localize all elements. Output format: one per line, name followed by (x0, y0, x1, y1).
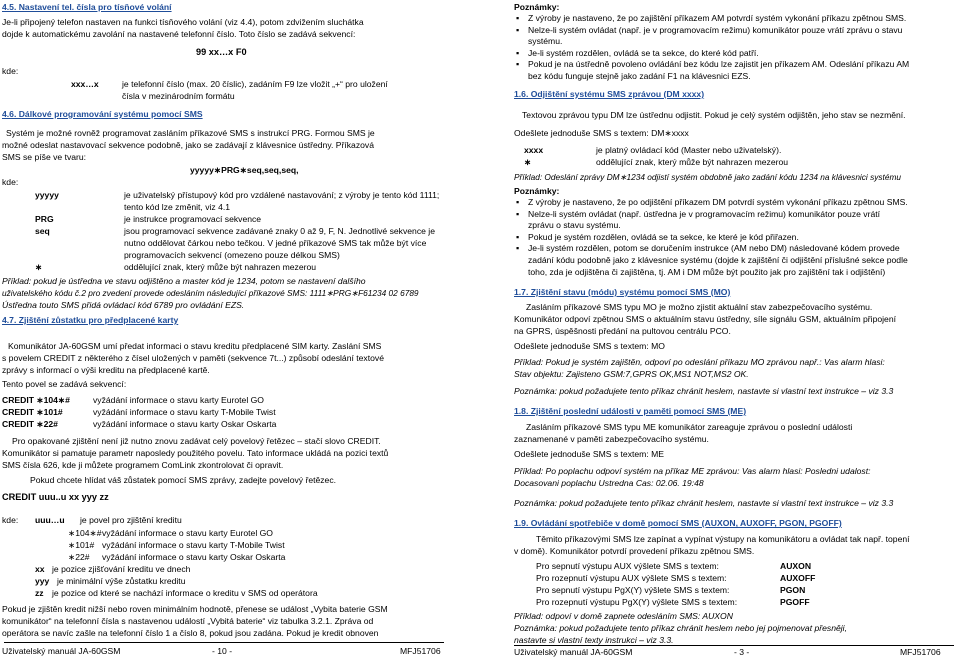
footer-doc-code: MFJ51706 (400, 646, 441, 656)
sub-code-1: ∗104∗# (68, 528, 102, 538)
paragraph-1-8-line2: zaznamenané v paměti zabezpečovacího systému. (514, 434, 709, 444)
term-uuu: uuu…u (35, 515, 65, 525)
footer-page-number-right: - 3 - (734, 647, 750, 657)
paragraph-1-8-line1: Zasláním příkazové SMS typu ME komunikátor zareaguje zprávou o poslední události (526, 422, 853, 432)
credit-code-3: CREDIT ∗22# (2, 419, 58, 429)
list-item: ▪ Nelze-li systém ovládat (např. je v programovacím režimu) komunikátor pouze vrátí zprávu o stavu systému. (516, 25, 909, 48)
example-4-6-line2: uživatelského kódu č.2 pro zvedení provede odesláním následující příkazové SMS: 1111∗PRG∗F61234 02 6789 (2, 288, 419, 298)
paragraph-4-7b-line1: Pro opakované zjištění není již nutno znovu zadávat celý povelový řetězec – stačí slovo CREDIT. (12, 436, 381, 446)
list-item: ▪ Je-li systém rozdělen, ovládá se ta sekce, do které kód patří. (516, 48, 909, 60)
def-seq-line2: nutno oddělovat čárkou nebo tečkou. V jedné příkazové SMS tak může být více (124, 238, 427, 248)
footer-rule-right (514, 645, 954, 646)
paragraph-1-7-line3: na GPRS, úspěšnosti předání na pultovou centrálu PCO. (514, 326, 731, 336)
kde-label-3: kde: (2, 515, 19, 525)
section-1-8-title: 1.8. Zjištění poslední události v paměti pomocí SMS (ME) (514, 406, 747, 416)
sub-code-2: ∗101# (68, 540, 95, 550)
sub-desc-1: vyžádání informace o stavu karty Eurotel GO (102, 528, 273, 538)
paragraph-1-7-line1: Zasláním příkazové SMS typu MO je možno zjistit aktuální stav zabezpečovacího systému. (526, 302, 873, 312)
paragraph-4-7c: Pokud chcete hlídat váš zůstatek pomocí SMS zprávy, zadejte povelový řetězec. (30, 475, 337, 485)
paragraph-4-7-line2: s povelem CREDIT z některého z čísel uložených v paměti (sekvence 7t...) způsobí odeslání textové (2, 353, 384, 363)
list-item: ▪ Nelze-li systém ovládat (např. ústředna je v programovacím režimu) komunikátor pouze vrátí zprávu o stavu systému. (516, 209, 908, 232)
paragraph-4-7d-line3: operátora se navíc zašle na telefonní číslo 1 a číslo 8, pokud jsou zadána. Pokud je kredit obnoven (2, 628, 379, 638)
term-xxxx: xxxx (524, 145, 544, 155)
paragraph-4-6-line1: Systém je možné rovněž programovat zasláním příkazové SMS s instrukcí PRG. Formou SMS je (6, 128, 375, 138)
sub-desc-3: vyžádání informace o stavu karty Oskar Oskarta (102, 552, 286, 562)
example-1-8-line2: Docasovani poplachu Ustredna Cas: 02.06. 19:48 (514, 478, 704, 488)
def-xxxx: je platný ovládací kód (Master nebo uživatelský). (596, 145, 782, 155)
notes-list-2 (516, 197, 908, 278)
paragraph-1-9-line2: v domě). Komunikátor potvrdí provedení příkazu zpětnou SMS. (514, 546, 755, 556)
credit-desc-2: vyžádání informace o stavu karty T-Mobile Twist (93, 407, 276, 417)
def-seq-line3: programovacích sekvencí (omezeno pouze délkou SMS) (124, 250, 340, 260)
notes-title-2: Poznámky: (514, 186, 560, 196)
example-1-8-line1: Příklad: Po poplachu odpoví systém na příkaz ME zprávou: Vas alarm hlasi: Posledni udalost: (514, 466, 871, 476)
term-seq: seq (35, 226, 50, 236)
section-1-6-title: 1.6. Odjištění systému SMS zprávou (DM xxxx) (514, 89, 705, 99)
term-xxx: xxx…x (71, 79, 99, 89)
paragraph-4-5-line1: Je-li připojený telefon nastaven na funkci tísňového volání (viz 4.4), potom zdvižením sluchátka (2, 17, 364, 27)
def-xx: je pozice zjišťování kreditu ve dnech (52, 564, 191, 574)
credit-code-1: CREDIT ∗104∗# (2, 395, 70, 405)
notes-title: Poznámky: (514, 2, 560, 12)
paragraph-4-7b-line2: Komunikátor si pamatuje parametr naposledy použitého povelu. Tato informace ukládá na pozici textů (2, 448, 389, 458)
footer-rule (4, 642, 444, 643)
term-xx: xx (35, 564, 45, 574)
paragraph-1-6-line2: Odešlete jednoduše SMS s textem: DM∗xxxx (514, 128, 689, 138)
list-item: ▪ Je-li systém rozdělen, potom se doručením instrukce (AM nebo DM) následované kódem provede zadání kódu podobně jako z klávesnice systému (dojde k zajištění či odjištění příslušné sekce podle toho, zda je odjištěna či zajištěna, tj. AM i DM může být použito jak pro zajištění tak i odjištění) (516, 243, 908, 278)
paragraph-4-7b-line3: SMS čísla 626, kde ji můžete programem ComLink zkontrolovat či opravit. (2, 460, 284, 470)
paragraph-4-7d-line1: Pokud je zjištěn kredit nižší nebo roven minimálním hodnotě, přenese se událost „Vybita baterie GSM (2, 604, 388, 614)
def-zz: je pozice od které se nachází informace o kreditu v SMS od operátora (52, 588, 318, 598)
note-1-7: Poznámka: pokud požadujete tento příkaz chránit heslem, nastavte si vlastní text instrukce – viz 3.3 (514, 386, 894, 396)
def-star: oddělující znak, který může být nahrazen mezerou (124, 262, 317, 272)
paragraph-1-6-line1: Textovou zprávou typu DM lze ústřednu odjistit. Pokud je celý systém odjištěn, jeho stav se nezmění. (522, 110, 906, 120)
paragraph-4-7-line3: zprávy s informací o výši kreditu na předplacené kartě. (2, 365, 210, 375)
def-xxx-line2: čísla v mezinárodním formátu (122, 91, 235, 101)
note-1-8: Poznámka: pokud požadujete tento příkaz chránit heslem, nastavte si vlastní text instrukce – viz 3.3 (514, 498, 894, 508)
section-1-9-title: 1.9. Ovládání spotřebiče v domě pomocí SMS (AUXON, AUXOFF, PGON, PGOFF) (514, 518, 842, 528)
term-star-right: ∗ (524, 157, 532, 167)
paragraph-1-8-line3: Odešlete jednoduše SMS s textem: ME (514, 449, 664, 459)
example-4-6-line3: Ústředna touto SMS přidá ovládací kód 6789 pro ovládání EZS. (2, 300, 245, 310)
term-yyyyy: yyyyy (35, 190, 59, 200)
list-item: ▪ Z výroby je nastaveno, že po zajištění příkazem AM potvrdí systém vykonání příkazu zpětnou SMS. (516, 13, 909, 25)
example-1-7-line1: Příklad: Pokud je systém zajištěn, odpoví po odeslání příkazu MO zprávou např.: Vas alarm hlasi: (514, 357, 885, 367)
paragraph-4-7-line1: Komunikátor JA-60GSM umí předat informaci o stavu kreditu předplacené SIM karty. Zaslání SMS (8, 341, 382, 351)
footer-page-number: - 10 - (212, 646, 233, 656)
section-4-7-title: 4.7. Zjištění zůstatku pro předplacené karty (2, 315, 179, 325)
footer-title: Uživatelský manuál JA-60GSM (2, 646, 121, 656)
instruction-label-pgon: Pro sepnutí výstupu PgX(Y) výšlete SMS s textem: (536, 585, 730, 595)
def-star-right: oddělující znak, který může být nahrazen mezerou (596, 157, 789, 167)
example-1-9: Příklad: odpoví v domě zapnete odesláním SMS: AUXON (514, 611, 733, 621)
term-yyy: yyy (35, 576, 50, 586)
sub-code-3: ∗22# (68, 552, 90, 562)
def-xxx-line1: je telefonní číslo (max. 20 číslic), zadáním F9 lze vložit „+“ pro uložení (122, 79, 388, 89)
instruction-label-auxon: Pro sepnutí výstupu AUX výšlete SMS s textem: (536, 561, 719, 571)
term-zz: zz (35, 588, 44, 598)
def-seq-line1: jsou programovací sekvence zadávané znaky 0 až 9, F, N. Jednotlivé sekvence je (124, 226, 435, 236)
instruction-value-pgon: PGON (780, 585, 806, 595)
instruction-value-auxoff: AUXOFF (780, 573, 816, 583)
instruction-value-auxon: AUXON (780, 561, 812, 571)
kde-label-2: kde: (2, 177, 19, 187)
paragraph-1-7-line4: Odešlete jednoduše SMS s textem: MO (514, 341, 665, 351)
paragraph-1-9-line1: Těmito příkazovými SMS lze zapínat a vypínat výstupy na komunikátoru a ovládat tak např. topení (536, 534, 910, 544)
instruction-label-pgoff: Pro rozepnutí výstupu PgX(Y) výšlete SMS s textem: (536, 597, 738, 607)
paragraph-4-6-line2: možné odeslat nastavovací sekvence podobně, jako se zadávají z klávesnice ústředny. Příkazová (2, 140, 374, 150)
credit-desc-1: vyžádání informace o stavu karty Eurotel GO (93, 395, 264, 405)
kde-label: kde: (2, 66, 19, 76)
footer-doc-code-right: MFJ51706 (900, 647, 941, 657)
section-4-5-title: 4.5. Nastavení tel. čísla pro tísňové volání (2, 2, 172, 12)
paragraph-4-7d-line2: komunikátor“ na telefonní čísla s nastavenou událostí „Vybitá baterie“ viz tabulka 3.2.1. Zpráva od (2, 616, 374, 626)
sub-desc-2: vyžádání informace o stavu karty T-Mobile Twist (102, 540, 285, 550)
term-star: ∗ (35, 262, 43, 272)
note-1-9-line2: nastavte si vlastní texty instrukci – viz 3.3. (514, 635, 674, 645)
example-1-6: Příklad: Odeslání zprávy DM∗1234 odjistí systém obdobně jako zadání kódu 1234 na klávesnici systému (514, 172, 901, 182)
footer-title-right: Uživatelský manuál JA-60GSM (514, 647, 633, 657)
right-page (480, 0, 960, 660)
def-yyy: je minimální výše zůstatku kreditu (57, 576, 186, 586)
code-prg: yyyyy∗PRG∗seq,seq,seq, (190, 165, 299, 175)
def-yyyyy-line1: je uživatelský přístupový kód pro vzdálené nastavování; z výroby je tento kód 1111; (124, 190, 440, 200)
instruction-value-pgoff: PGOFF (780, 597, 810, 607)
paragraph-1-7-line2: Komunikátor odpoví zpětnou SMS o aktuálním stavu ústředny, síle signálu GSM, aktuálním připojení (514, 314, 896, 324)
def-yyyyy-line2: tento kód lze změnit, viz 4.1 (124, 202, 231, 212)
code-credit: CREDIT uuu..u xx yyy zz (2, 492, 109, 502)
paragraph-4-7-line4: Tento povel se zadává sekvencí: (2, 379, 127, 389)
credit-code-2: CREDIT ∗101# (2, 407, 63, 417)
example-1-7-line2: Stav objektu: Zajisteno GSM:7,GPRS OK,MS1 NOT,MS2 OK. (514, 369, 749, 379)
paragraph-4-6-line3: SMS se píše ve tvaru: (2, 152, 87, 162)
note-1-9-line1: Poznámka: pokud požadujete tento příkaz chránit heslem nebo jej pojmenovat přesněji, (514, 623, 847, 633)
list-item: ▪ Z výroby je nastaveno, že po odjištění příkazem DM potvrdí systém vykonání příkazu zpětnou SMS. (516, 197, 908, 209)
section-1-7-title: 1.7. Zjištění stavu (módu) systému pomocí SMS (MO) (514, 287, 731, 297)
def-uuu: je povel pro zjištění kreditu (80, 515, 182, 525)
term-prg: PRG (35, 214, 54, 224)
list-item: ▪ Pokud je systém rozdělen, ovládá se ta sekce, ke které je kód přiřazen. (516, 232, 908, 244)
code-99: 99 xx…x F0 (196, 47, 247, 57)
example-4-6-line1: Příklad: pokud je ústředna ve stavu odjištěno a master kód je 1234, potom se nastavení dalšího (2, 276, 366, 286)
def-prg: je instrukce programovací sekvence (124, 214, 262, 224)
instruction-label-auxoff: Pro rozepnutí výstupu AUX výšlete SMS s textem: (536, 573, 727, 583)
list-item: ▪ Pokud je na ústředně povoleno ovládání bez kódu lze zajistit jen příkazem AM. Odeslání příkazu AM bez kódu funguje stejně jako zadání F1 na klávesnici EZS. (516, 59, 909, 82)
notes-list (516, 13, 909, 83)
paragraph-4-5-line2: dojde k automatickému zavolání na nastavené telefonní číslo. Toto číslo se zadává sekvencí: (2, 29, 356, 39)
credit-desc-3: vyžádání informace o stavu karty Oskar Oskarta (93, 419, 277, 429)
section-4-6-title: 4.6. Dálkové programování systému pomocí SMS (2, 109, 203, 119)
